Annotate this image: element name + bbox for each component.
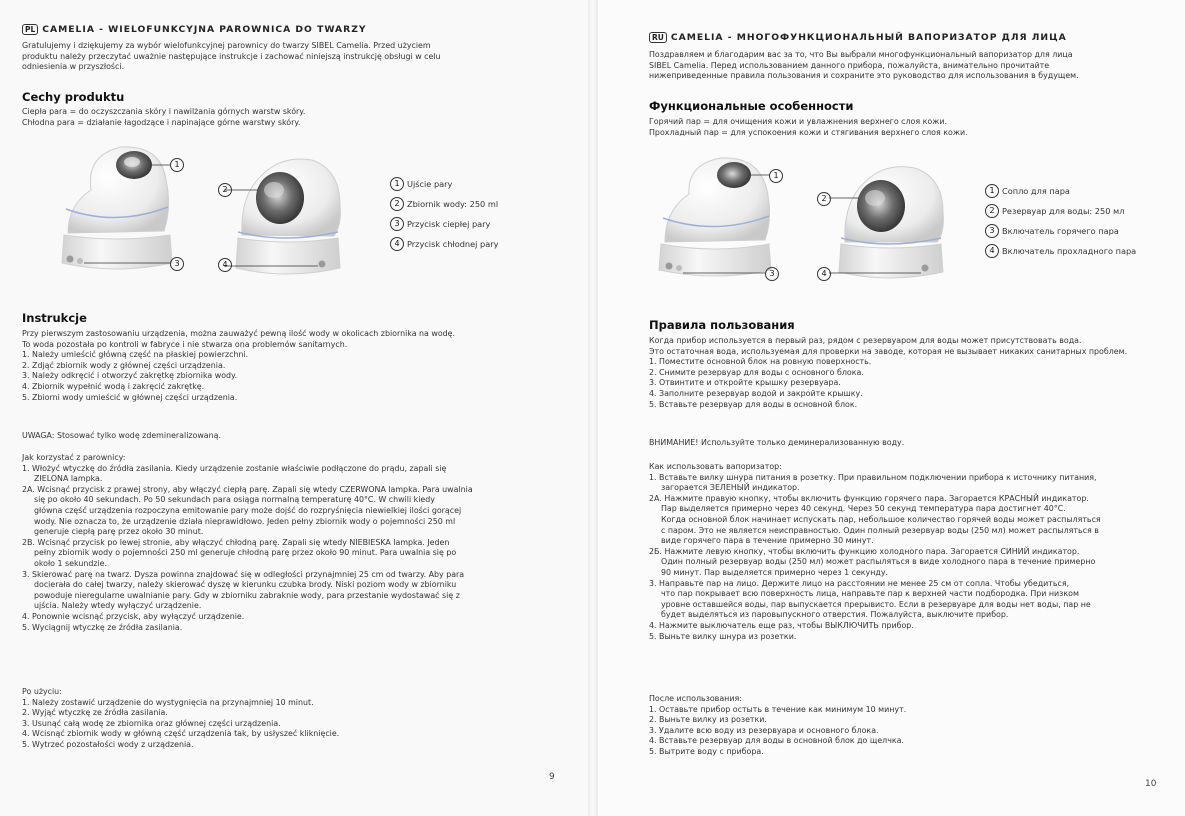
legend-number: 2 bbox=[985, 204, 999, 218]
legend-number: 4 bbox=[985, 244, 999, 258]
header-title: CAMELIA - WIELOFUNKCYJNA PAROWNICA DO TWARZY bbox=[42, 24, 367, 35]
howto-line: generuje ciepłą parę przez około 30 minut. bbox=[34, 527, 204, 537]
howto-line: 1. Włożyć wtyczkę do źródła zasilania. Kiedy urządzenie zostanie właściwie podłączone do prądu, zapali się bbox=[22, 463, 447, 473]
legend-item bbox=[985, 201, 1136, 221]
text-line: 4. Zbiornik wypełnić wodą i zakręcić zakrętkę. bbox=[22, 381, 205, 391]
legend-label: Резервуар для воды: 250 мл bbox=[1002, 206, 1125, 216]
callout-2: 2 bbox=[218, 183, 232, 197]
header-title: CAMELIA - МНОГОФУНКЦИОНАЛЬНЫЙ ВАПОРИЗАТОР ДЛЯ ЛИЦА bbox=[670, 32, 1067, 43]
text-line: нижеприведенные правила пользования и сохраните это руководство для использования в будущем. bbox=[649, 71, 1079, 81]
howto-line: загорается ЗЕЛЕНЫЙ индикатор. bbox=[661, 483, 800, 493]
steamer-side-illustration bbox=[823, 150, 953, 290]
howto-line: 3. Skierować parę na twarz. Dysza powinna znajdować się w odległości przynajmniej 25 cm od twarzy. Aby para bbox=[22, 569, 465, 579]
howto-line: 2B. Wcisnąć przycisk po lewej stronie, aby włączyć chłodną parę. Zapali się wtedy NIEBIESKA lampka. Jeden bbox=[22, 537, 450, 547]
text-line: 5. Вставьте резервуар для воды в основной блок. bbox=[649, 399, 858, 409]
callout-1: 1 bbox=[170, 158, 184, 172]
howto-line: 2A. Wcisnąć przycisk z prawej strony, aby włączyć ciepłą parę. Zapali się wtedy CZERWONA lampka. Para uwalnia bbox=[22, 484, 473, 494]
features-list bbox=[22, 107, 305, 128]
callout-1: 1 bbox=[769, 169, 783, 183]
howto-line: około 1 sekundzie. bbox=[34, 558, 108, 568]
warning-note: ВНИМАНИЕ! Используйте только деминерализованную воду. bbox=[649, 438, 905, 447]
howto-line: Пар выделяется примерно через 40 секунд. Через 50 секунд температура пара достигнет 40°C. bbox=[661, 504, 1066, 514]
instructions-list bbox=[649, 336, 1127, 410]
text-line: Это остаточная вода, используемая для проверки на заводе, которая не вызывает никаких санитарных проблем. bbox=[649, 346, 1128, 356]
text-line: 1. Оставьте прибор остыть в течение как минимум 10 минут. bbox=[649, 704, 907, 714]
section-title-instructions: Правила пользования bbox=[649, 318, 795, 332]
text-line: 1. Należy umieścić główną część na płaskiej powierzchni. bbox=[22, 350, 249, 360]
howto-line: будет выделяться из паровыпускного отверстия. Пожалуйста, выключите прибор. bbox=[661, 610, 1009, 620]
section-title-instructions: Instrukcje bbox=[22, 311, 87, 325]
howto-line: 1. Вставьте вилку шнура питания в розетку. При правильном подключении прибора к источнику питания, bbox=[649, 472, 1097, 482]
legend-item bbox=[390, 194, 498, 214]
legend-item bbox=[390, 234, 498, 254]
legend-number: 1 bbox=[985, 184, 999, 198]
text-line: Поздравляем и благодарим вас за то, что Вы выбрали многофункциональный вапоризатор для лица bbox=[649, 50, 1073, 59]
legend-number: 2 bbox=[390, 197, 404, 211]
howto-line: 4. Нажмите выключатель еще раз, чтобы ВЫКЛЮЧИТЬ прибор. bbox=[649, 620, 914, 630]
legend-item bbox=[390, 214, 498, 234]
legend-number: 4 bbox=[390, 237, 404, 251]
howto-line: 4. Ponownie wcisnąć przycisk, aby wyłączyć urządzenie. bbox=[22, 611, 245, 621]
legend-item bbox=[985, 221, 1136, 241]
howto-line: ZIELONA lampka. bbox=[34, 474, 103, 484]
page-number: 9 bbox=[549, 772, 555, 782]
text-line: odniesienia w przyszłości. bbox=[22, 62, 125, 72]
legend-item bbox=[985, 181, 1136, 201]
legend-label: Zbiornik wody: 250 ml bbox=[407, 199, 499, 209]
callout-4: 4 bbox=[817, 267, 831, 281]
legend-label: Ujście pary bbox=[407, 179, 453, 189]
legend-item bbox=[390, 174, 498, 194]
howto-line: 90 минут. Пар выделяется примерно через 1 секунду. bbox=[661, 567, 889, 577]
text-line: 4. Вставьте резервуар для воды в основной блок до щелчка. bbox=[649, 736, 904, 746]
text-line: 2. Wyjąć wtyczkę ze źródła zasilania. bbox=[22, 708, 168, 718]
text-line: 4. Заполните резервуар водой и закройте крышку. bbox=[649, 388, 863, 398]
language-badge: PL bbox=[22, 24, 38, 35]
intro-paragraph bbox=[649, 50, 1079, 82]
howto-line: główna część urządzenia rozpoczyna emitowanie pary może dojść do rozpryśnięcia niewielkiej ilości gorącej bbox=[34, 505, 462, 515]
text-line: 2. Zdjąć zbiornik wody z głównej części urządzenia. bbox=[22, 360, 226, 370]
features-list bbox=[649, 117, 968, 138]
howto-title: Как использовать вапоризатор: bbox=[649, 462, 782, 471]
text-line: Горячий пар = для очищения кожи и увлажнения верхнего слоя кожи. bbox=[649, 117, 947, 126]
howto-line: что пар покрывает всю поверхность лица, направьте пар к верхней части подбородка. При низком bbox=[661, 589, 1079, 599]
howto-line: się po około 40 sekundach. Po 50 sekundach para osiąga normalną temperaturę 40°C. W chwili kiedy bbox=[34, 495, 435, 505]
text-line: Прохладный пар = для успокоения кожи и стягивания верхнего слоя кожи. bbox=[649, 127, 968, 137]
page-header bbox=[649, 32, 1067, 43]
legend-label: Przycisk ciepłej pary bbox=[407, 219, 491, 229]
callout-2: 2 bbox=[817, 192, 831, 206]
text-line: 5. Zbiorni wody umieścić w głównej części urządzenia. bbox=[22, 392, 238, 402]
legend-item bbox=[985, 241, 1136, 261]
text-line: 3. Отвинтите и откройте крышку резервуара. bbox=[649, 378, 841, 388]
text-line: Gratulujemy i dziękujemy za wybór wielofunkcyjnej parownicy do twarzy SIBEL Camelia. Przed użyciem bbox=[22, 41, 431, 50]
howto-line: pełny zbiornik wody o pojemności 250 ml generuje chłodną parę przez około 90 minut. Para uwalnia się po bbox=[34, 548, 457, 558]
howto-line: 2А. Нажмите правую кнопку, чтобы включить функцию горячего пара. Загорается КРАСНЫЙ индикатор. bbox=[649, 493, 1089, 503]
text-line: 4. Wcisnąć zbiornik wody w główną część urządzenia tak, by usłyszeć kliknięcie. bbox=[22, 729, 340, 739]
text-line: 3. Należy odkręcić i otworzyć zakrętkę zbiornika wody. bbox=[22, 371, 238, 381]
howto-line: виде горячего пара в течение примерно 30 минут. bbox=[661, 536, 874, 546]
text-line: Przy pierwszym zastosowaniu urządzenia, można zauważyć pewną ilość wody w okolicach zbiornika na wodę. bbox=[22, 329, 456, 338]
after-use-section bbox=[22, 687, 339, 751]
howto-line: Когда основной блок начинает испускать пар, небольшое количество горячей воды может распыляться bbox=[661, 514, 1101, 524]
page-number: 10 bbox=[1145, 779, 1157, 789]
text-line: 2. Выньте вилку из розетки. bbox=[649, 715, 767, 725]
legend-label: Сопло для пара bbox=[1002, 186, 1070, 196]
after-use-title: После использования: bbox=[649, 694, 742, 703]
legend-number: 1 bbox=[390, 177, 404, 191]
callout-3: 3 bbox=[170, 257, 184, 271]
text-line: produktu należy przeczytać uważnie następujące instrukcje i zachować niniejszą instrukcję obsługi w celu bbox=[22, 51, 441, 61]
howto-line: 2Б. Нажмите левую кнопку, чтобы включить функцию холодного пара. Загорается СИНИЙ индикатор. bbox=[649, 546, 1080, 556]
howto-list bbox=[22, 464, 473, 634]
legend-label: Przycisk chłodnej pary bbox=[407, 239, 499, 249]
howto-line: с паром. Это не является неисправностью. Один полный резервуар воды (250 мл) может распыляться в bbox=[661, 525, 1099, 535]
howto-line: 3. Направьте пар на лицо. Держите лицо на расстоянии не менее 25 см от сопла. Чтобы убедиться, bbox=[649, 578, 1070, 588]
legend-number: 3 bbox=[390, 217, 404, 231]
text-line: 3. Usunąć całą wodę ze zbiornika oraz głównej części urządzenia. bbox=[22, 718, 281, 728]
section-title-features: Функциональные особенности bbox=[649, 99, 854, 113]
callout-4: 4 bbox=[218, 258, 232, 272]
warning-note: UWAGA: Stosować tylko wodę zdemineralizowaną. bbox=[22, 431, 221, 440]
parts-legend bbox=[985, 181, 1136, 261]
howto-title: Jak korzystać z parownicy: bbox=[22, 453, 126, 462]
howto-line: 5. Выньте вилку шнура из розетки. bbox=[649, 631, 797, 641]
howto-line: docierała do całej twarzy, należy skierować dyszę w kierunku czubka brody. Niski poziom wody w zbiorniku bbox=[34, 580, 457, 590]
text-line: 5. Wytrzeć pozostałości wody z urządzenia. bbox=[22, 739, 194, 749]
section-title-features: Cechy produktu bbox=[22, 90, 125, 104]
text-line: SIBEL Camelia. Перед использованием данного прибора, пожалуйста, внимательно прочитайте bbox=[649, 60, 1050, 70]
after-use-title: Po użyciu: bbox=[22, 687, 62, 696]
intro-paragraph bbox=[22, 41, 441, 73]
howto-section bbox=[649, 462, 1101, 642]
howto-section bbox=[22, 453, 473, 633]
legend-number: 3 bbox=[985, 224, 999, 238]
language-badge: RU bbox=[649, 32, 667, 43]
callout-3: 3 bbox=[765, 267, 779, 281]
steamer-side-illustration bbox=[222, 140, 352, 285]
text-line: To woda pozostała po kontroli w fabryce i nie stwarza ona problemów sanitarnych. bbox=[22, 339, 348, 349]
page-right bbox=[593, 0, 1185, 816]
text-line: 2. Снимите резервуар для воды с основного блока. bbox=[649, 367, 864, 377]
book-gutter bbox=[588, 0, 598, 816]
howto-line: ujścia. Należy wtedy wyłączyć urządzenie. bbox=[34, 601, 202, 611]
text-line: 3. Удалите всю воду из резервуара и основного блока. bbox=[649, 725, 879, 735]
legend-label: Включатель прохладного пара bbox=[1002, 246, 1137, 256]
howto-line: wody. Nie oznacza to, że urządzenie działa nieprawidłowo. Jeden pełny zbiornik wody o pojemności 250 ml bbox=[34, 516, 456, 526]
text-line: Когда прибор используется в первый раз, рядом с резервуаром для воды может присутствовать вода. bbox=[649, 336, 1082, 345]
text-line: Ciepła para = do oczyszczania skóry i nawilżania górnych warstw skóry. bbox=[22, 107, 306, 116]
parts-legend bbox=[390, 174, 498, 254]
after-use-section bbox=[649, 694, 906, 758]
text-line: Chłodna para = działanie łagodzące i napinające górne warstwy skóry. bbox=[22, 117, 301, 127]
howto-line: уровне оставшейся воды, пар выпускается прерывисто. Если в резервуаре для воды нет воды, пар не bbox=[661, 599, 1091, 609]
howto-list bbox=[649, 473, 1101, 643]
howto-line: Один полный резервуар воды (250 мл) может распыляться в виде холодного пара в течение примерно bbox=[661, 557, 1096, 567]
page-header bbox=[22, 24, 367, 35]
howto-line: 5. Wyciągnij wtyczkę ze źródła zasilania. bbox=[22, 622, 183, 632]
text-line: 1. Поместите основной блок на ровную поверхность. bbox=[649, 357, 872, 367]
legend-label: Включатель горячего пара bbox=[1002, 226, 1119, 236]
text-line: 1. Należy zostawić urządzenie do wystygnięcia na przynajmniej 10 minut. bbox=[22, 697, 314, 707]
howto-line: powoduje nieregularne uwalnianie pary. Gdy w zbiorniku zabraknie wody, para przestanie wydostawać się z bbox=[34, 590, 460, 600]
text-line: 5. Вытрите воду с прибора. bbox=[649, 746, 764, 756]
instructions-list bbox=[22, 329, 455, 403]
